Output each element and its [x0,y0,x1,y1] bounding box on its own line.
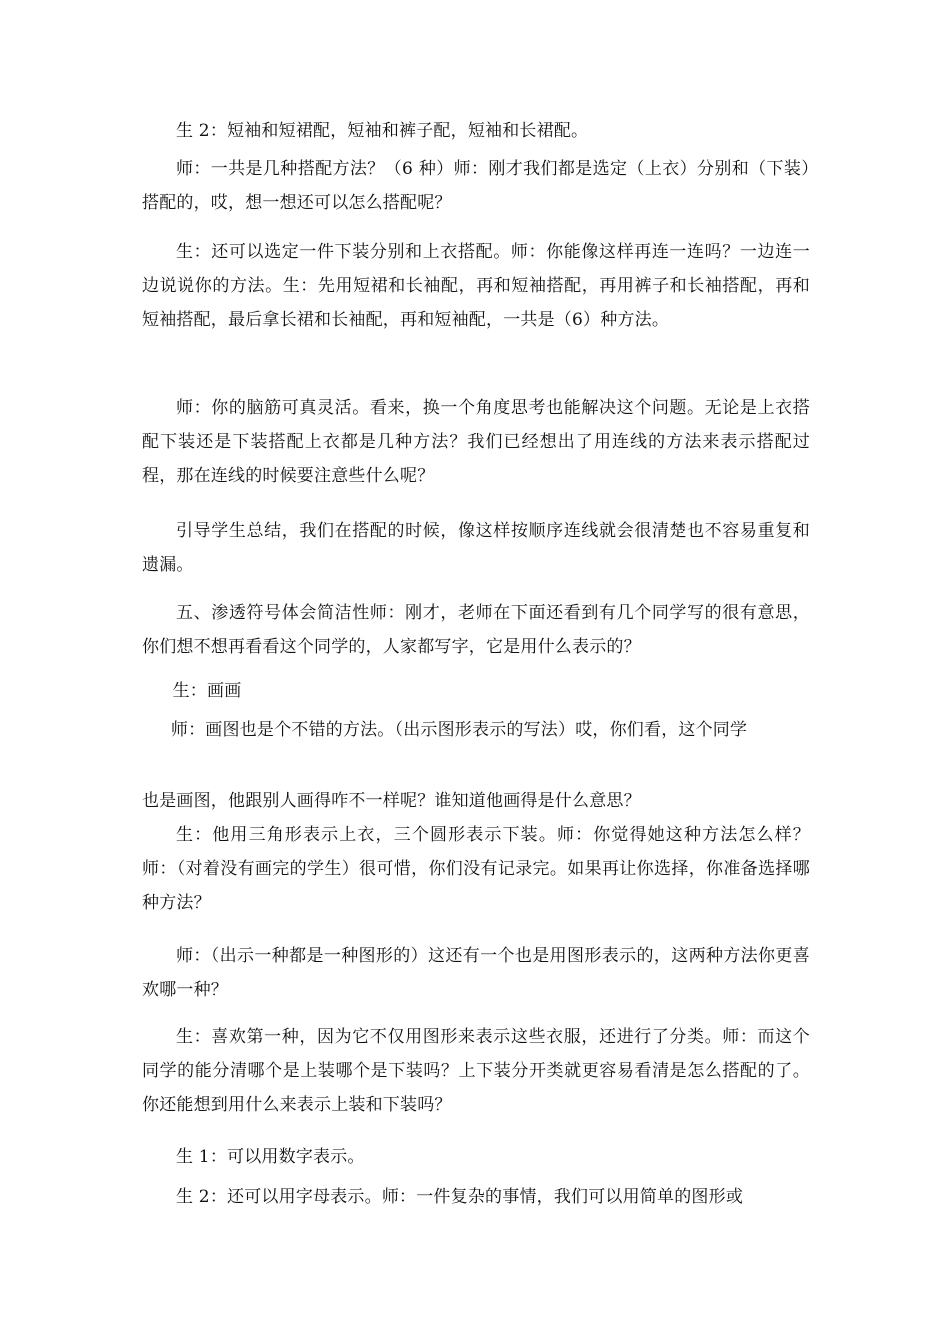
paragraph-13: 生 1：可以用数字表示。 [176,1147,365,1167]
paragraph-11: 师：（出示一种都是一种图形的）这还有一个也是用图形表示的，这两种方法你更喜欢哪一种？ [142,946,810,1000]
paragraph-2: 师：一共是几种搭配方法？（6 种）师：刚才我们都是选定（上衣）分别和（下装）搭配的，哎，想一想还可以怎么搭配呢？ [142,159,810,213]
paragraph-1: 生 2：短袖和短裙配，短袖和裤子配，短袖和长裙配。 [176,121,589,141]
paragraph-9: 也是画图，他跟别人画得咋不一样呢？谁知道他画得是什么意思？ [142,791,641,811]
paragraph-8: 师：画图也是个不错的方法。（出示图形表示的写法）哎，你们看，这个同学 [170,720,748,740]
paragraph-10: 生：他用三角形表示上衣，三个圆形表示下装。师：你觉得她这种方法怎么样？师：（对着没有画完的学生）很可惜，你们没有记录完。如果再让你选择，你准备选择哪种方法？ [142,825,810,913]
paragraph-14: 生 2：还可以用字母表示。师：一件复杂的事情，我们可以用简单的图形或 [176,1187,744,1207]
paragraph-12: 生：喜欢第一种，因为它不仅用图形来表示这些衣服，还进行了分类。师：而这个同学的能分清哪个是上装哪个是下装吗？上下装分开类就更容易看清是怎么搭配的了。你还能想到用什么来表示上装和下装吗？ [142,1027,810,1115]
paragraph-3: 生：还可以选定一件下装分别和上衣搭配。师：你能像这样再连一连吗？一边连一边说说你的方法。生：先用短裙和长袖配，再和短袖搭配，再用裤子和长袖搭配，再和短袖搭配，最后拿长裙和长袖配，再和短袖配，一共是（6）种方法。 [142,242,810,330]
paragraph-5: 引导学生总结，我们在搭配的时候，像这样按顺序连线就会很清楚也不容易重复和遗漏。 [142,521,810,575]
paragraph-7: 生：画画 [172,681,242,701]
paragraph-6: 五、渗透符号体会简洁性师：刚才，老师在下面还看到有几个同学写的很有意思，你们想不想再看看这个同学的，人家都写字，它是用什么表示的？ [142,603,810,657]
paragraph-4: 师：你的脑筋可真灵活。看来，换一个角度思考也能解决这个问题。无论是上衣搭配下装还是下装搭配上衣都是几种方法？我们已经想出了用连线的方法来表示搭配过程，那在连线的时候要注意些什么呢？ [142,398,810,486]
